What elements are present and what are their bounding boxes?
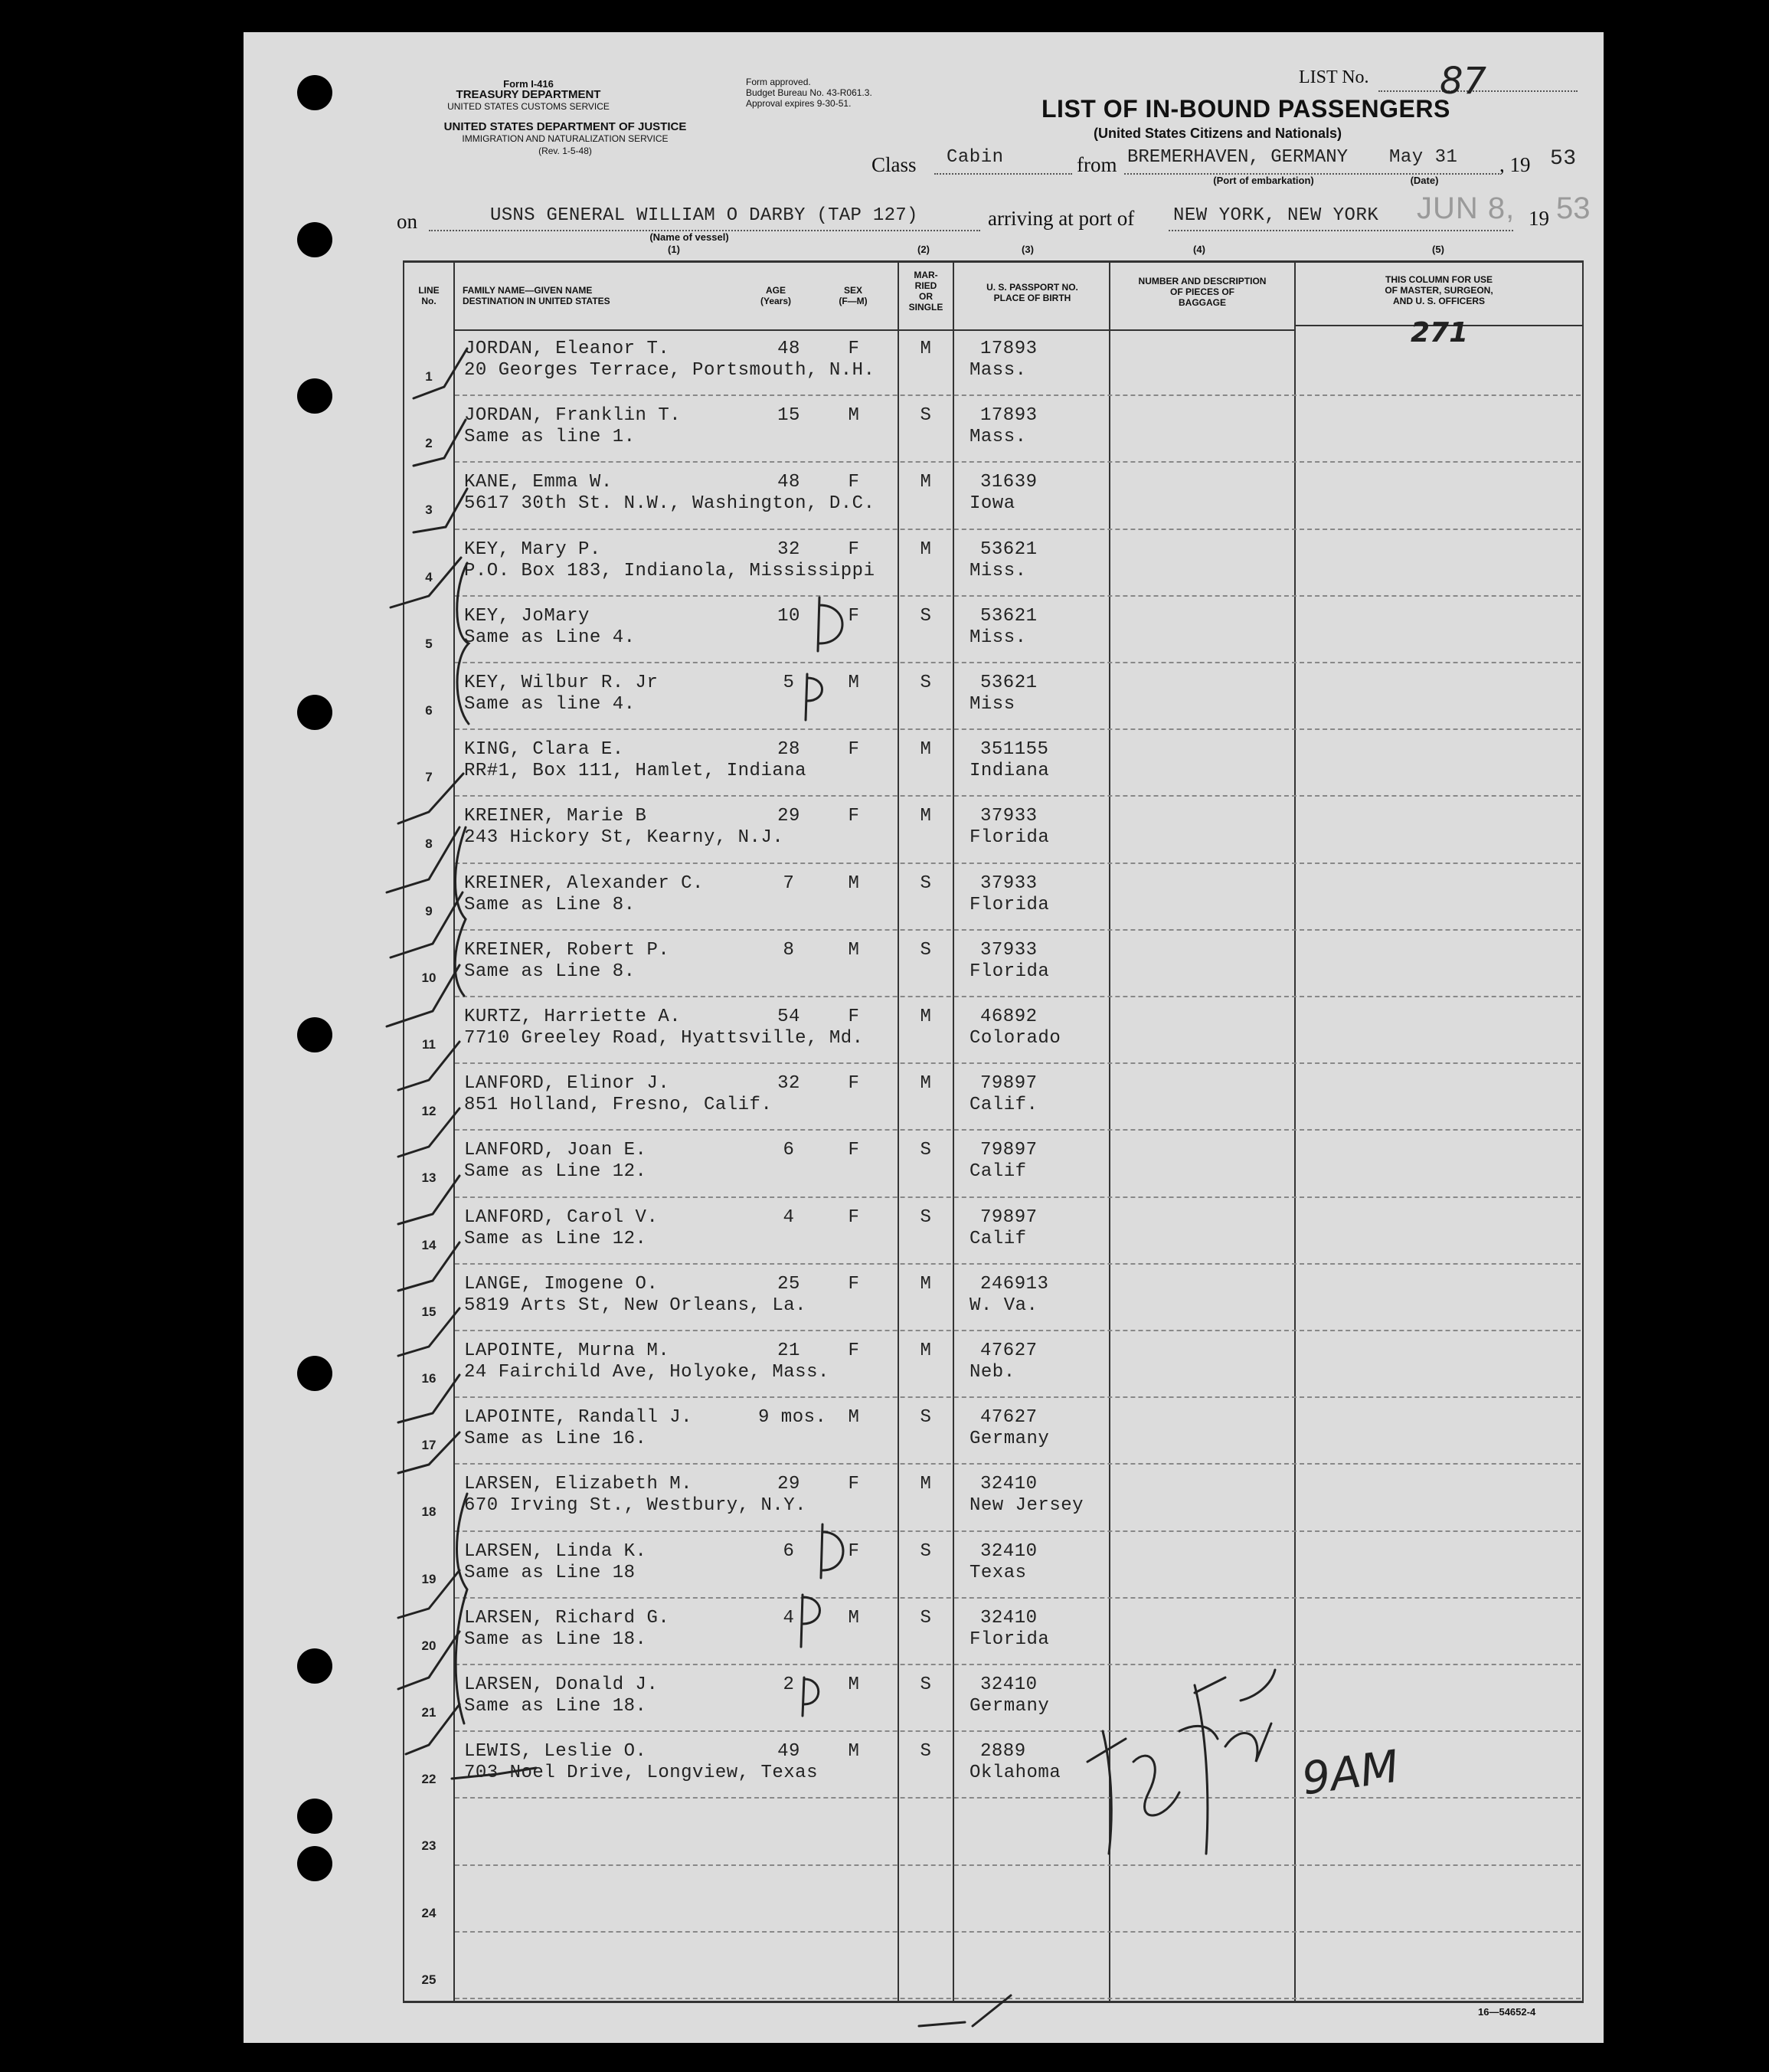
passenger-destination: Same as Line 4. [464, 627, 636, 648]
passenger-sex: F [848, 1474, 860, 1495]
approved: Form approved. [746, 77, 811, 87]
passenger-sex: F [848, 472, 860, 493]
passenger-sex: M [848, 1607, 860, 1628]
place-of-birth: W. Va. [970, 1295, 1038, 1316]
place-of-birth: Calif [970, 1161, 1027, 1183]
expires: Approval expires 9-30-51. [746, 98, 852, 109]
passport-number: 32410 [980, 1474, 1038, 1495]
passenger-name: LEWIS, Leslie O. [464, 1741, 647, 1763]
col-num-4: (4) [1193, 244, 1205, 255]
passenger-age: 6 [783, 1540, 795, 1562]
passenger-sex: F [848, 1007, 860, 1027]
passenger-destination: 703 Noel Drive, Longview, Texas [464, 1763, 818, 1784]
passenger-sex: F [848, 538, 860, 560]
rev: (Rev. 1-5-48) [538, 146, 592, 156]
place-of-birth: Germany [970, 1429, 1050, 1450]
passenger-sex: F [848, 1273, 860, 1295]
marital-status: M [920, 472, 932, 493]
ins: IMMIGRATION AND NATURALIZATION SERVICE [462, 133, 669, 144]
passport-number: 79897 [980, 1073, 1038, 1095]
line-number: 25 [421, 1972, 437, 1987]
justice: UNITED STATES DEPARTMENT OF JUSTICE [443, 120, 687, 133]
line-number: 7 [425, 770, 433, 785]
place-of-birth: Oklahoma [970, 1763, 1061, 1784]
place-of-birth: Mass. [970, 427, 1027, 448]
passenger-age: 8 [783, 939, 795, 961]
passenger-age: 5 [783, 673, 795, 693]
passenger-name: KANE, Emma W. [464, 472, 613, 493]
form-id: Form I-416 [503, 78, 554, 90]
passenger-sex: F [848, 806, 860, 827]
passenger-sex: M [848, 1741, 860, 1763]
marital-status: S [920, 405, 932, 427]
passenger-sex: F [848, 739, 860, 761]
passenger-sex: M [848, 673, 860, 693]
port-of-embarkation: BREMERHAVEN, GERMANY [1127, 147, 1349, 168]
passport-number: 79897 [980, 1140, 1038, 1161]
passenger-destination: 7710 Greeley Road, Hyattsville, Md. [464, 1028, 864, 1049]
passenger-age: 49 [777, 1741, 800, 1763]
vessel-caption: (Name of vessel) [649, 231, 729, 243]
passenger-sex: M [848, 1407, 860, 1429]
marital-status: M [920, 538, 932, 560]
page-mark [916, 2003, 949, 2034]
passport-number: 31639 [980, 472, 1038, 493]
passenger-destination: Same as Line 18. [464, 1628, 647, 1650]
marital-status: M [920, 1073, 932, 1095]
line-number: 17 [421, 1438, 437, 1453]
port-caption: (Port of embarkation) [1213, 175, 1314, 186]
marital-status: S [920, 1607, 932, 1628]
arrival-date-stamp: JUN 8, [1417, 191, 1516, 225]
passenger-age: 48 [777, 472, 800, 493]
line-number: 15 [421, 1304, 437, 1319]
col-header-married: MAR- RIED OR SINGLE [908, 270, 943, 313]
place-of-birth: Indiana [970, 761, 1050, 782]
passenger-sex: M [848, 872, 860, 894]
passenger-age: 21 [777, 1340, 800, 1361]
place-of-birth: Florida [970, 961, 1050, 982]
passenger-name: KURTZ, Harriette A. [464, 1007, 682, 1027]
place-of-birth: Calif [970, 1228, 1027, 1249]
passenger-age: 28 [777, 739, 800, 761]
passenger-destination: RR#1, Box 111, Hamlet, Indiana [464, 761, 807, 782]
place-of-birth: Miss [970, 694, 1015, 715]
passenger-age: 10 [777, 605, 800, 627]
place-of-birth: Iowa [970, 493, 1015, 515]
passenger-name: JORDAN, Franklin T. [464, 405, 682, 427]
passenger-age: 32 [777, 538, 800, 560]
passport-number: 32410 [980, 1607, 1038, 1628]
from-label: from [1077, 153, 1117, 176]
handwritten-annotation: 9AM [1298, 1740, 1402, 1805]
line-number: 11 [422, 1037, 436, 1052]
place-of-birth: Germany [970, 1696, 1050, 1717]
passenger-age: 32 [777, 1073, 800, 1095]
line-number: 21 [421, 1705, 437, 1720]
passenger-name: LAPOINTE, Randall J. [464, 1407, 693, 1429]
passenger-destination: 670 Irving St., Westbury, N.Y. [464, 1495, 807, 1517]
passport-number: 246913 [980, 1273, 1049, 1295]
officer-number: 271 [1411, 317, 1469, 349]
passport-number: 53621 [980, 605, 1038, 627]
col-num-2: (2) [917, 244, 930, 255]
passenger-age: 6 [783, 1140, 795, 1161]
marital-status: S [920, 1674, 932, 1695]
line-number: 5 [425, 636, 433, 651]
line-number: 22 [421, 1772, 437, 1787]
place-of-birth: New Jersey [970, 1495, 1084, 1517]
marital-status: M [920, 1340, 932, 1361]
marital-status: S [920, 673, 932, 693]
passenger-destination: 24 Fairchild Ave, Holyoke, Mass. [464, 1362, 829, 1383]
passenger-sex: M [848, 1674, 860, 1695]
customs: UNITED STATES CUSTOMS SERVICE [447, 101, 610, 112]
embarkation-year: 53 [1550, 147, 1577, 171]
passenger-name: KREINER, Alexander C. [464, 872, 704, 894]
col-header-name: FAMILY NAME—GIVEN NAME DESTINATION IN UNITED STATES [463, 285, 610, 306]
passenger-name: LANFORD, Elinor J. [464, 1073, 670, 1095]
marital-status: S [920, 1407, 932, 1429]
marital-status: M [920, 1474, 932, 1495]
passenger-name: LARSEN, Donald J. [464, 1674, 659, 1695]
line-number: 1 [425, 369, 433, 384]
passenger-name: LAPOINTE, Murna M. [464, 1340, 670, 1361]
line-number: 16 [421, 1371, 437, 1386]
list-no: 87 [1440, 60, 1487, 103]
passenger-destination: 5617 30th St. N.W., Washington, D.C. [464, 493, 875, 515]
place-of-birth: Neb. [970, 1362, 1015, 1383]
passenger-name: JORDAN, Eleanor T. [464, 339, 670, 359]
passenger-age: 54 [777, 1007, 800, 1027]
passenger-age: 4 [783, 1607, 795, 1628]
passenger-age: 2 [783, 1674, 795, 1695]
passenger-sex: F [848, 1140, 860, 1161]
place-of-birth: Calif. [970, 1095, 1038, 1116]
line-number: 3 [425, 502, 433, 518]
class-value: Cabin [947, 147, 1004, 168]
marital-status: S [920, 872, 932, 894]
line-number: 4 [425, 569, 433, 584]
place-of-birth: Miss. [970, 560, 1027, 581]
marital-status: S [920, 1140, 932, 1161]
marital-status: S [920, 1540, 932, 1562]
passenger-destination: 243 Hickory St, Kearny, N.J. [464, 827, 784, 849]
budget: Budget Bureau No. 43-R061.3. [746, 87, 872, 98]
passenger-age: 7 [783, 872, 795, 894]
col-header-passport: U. S. PASSPORT NO. PLACE OF BIRTH [986, 282, 1078, 303]
passenger-destination: 851 Holland, Fresno, Calif. [464, 1095, 773, 1116]
passenger-name: LARSEN, Elizabeth M. [464, 1474, 693, 1495]
passenger-destination: Same as Line 8. [464, 961, 636, 982]
marital-status: S [920, 1206, 932, 1228]
line-number: 24 [421, 1905, 437, 1920]
marital-status: S [920, 1741, 932, 1763]
page-subtitle: (United States Citizens and Nationals) [1093, 126, 1342, 141]
line-number: 8 [425, 836, 433, 852]
passport-number: 37933 [980, 939, 1038, 961]
passenger-age: 29 [777, 806, 800, 827]
vessel-name: USNS GENERAL WILLIAM O DARBY (TAP 127) [490, 205, 918, 226]
col-header-officers: THIS COLUMN FOR USE OF MASTER, SURGEON, AND U. S. OFFICERS [1385, 274, 1493, 306]
passenger-name: LANFORD, Carol V. [464, 1206, 659, 1228]
page-title: LIST OF IN-BOUND PASSENGERS [1041, 95, 1450, 123]
place-of-birth: Mass. [970, 360, 1027, 381]
date-caption: (Date) [1410, 175, 1439, 186]
arrival-year-prefix: 19 [1529, 207, 1549, 230]
col-header-line: LINE No. [418, 285, 440, 306]
passenger-destination: Same as Line 12. [464, 1228, 647, 1249]
passenger-destination: Same as Line 12. [464, 1161, 647, 1183]
passport-number: 37933 [980, 806, 1038, 827]
col-header-age: AGE (Years) [760, 285, 792, 306]
passport-number: 79897 [980, 1206, 1038, 1228]
passenger-sex: F [848, 1540, 860, 1562]
marital-status: M [920, 339, 932, 359]
passenger-sex: F [848, 605, 860, 627]
col-num-5: (5) [1432, 244, 1444, 255]
passenger-destination: Same as line 4. [464, 694, 636, 715]
passenger-destination: Same as Line 16. [464, 1429, 647, 1450]
arrival-port: NEW YORK, NEW YORK [1173, 205, 1379, 226]
line-number: 23 [421, 1838, 437, 1854]
on-label: on [397, 210, 417, 233]
passenger-destination: P.O. Box 183, Indianola, Mississippi [464, 560, 875, 581]
passenger-name: LARSEN, Richard G. [464, 1607, 670, 1628]
passport-number: 351155 [980, 739, 1049, 761]
passenger-sex: F [848, 1340, 860, 1361]
passenger-name: LANGE, Imogene O. [464, 1273, 659, 1295]
embarkation-date: May 31 [1389, 147, 1458, 168]
line-number: 2 [425, 436, 433, 451]
dept: TREASURY DEPARTMENT [456, 88, 601, 101]
passport-number: 53621 [980, 538, 1038, 560]
place-of-birth: Florida [970, 1628, 1050, 1650]
line-number: 12 [421, 1104, 437, 1119]
marital-status: M [920, 1273, 932, 1295]
passport-number: 32410 [980, 1674, 1038, 1695]
marital-status: S [920, 939, 932, 961]
passenger-name: KING, Clara E. [464, 739, 624, 761]
passenger-age: 4 [783, 1206, 795, 1228]
line-number: 14 [421, 1237, 437, 1252]
passenger-sex: F [848, 339, 860, 359]
col-header-baggage: NUMBER AND DESCRIPTION OF PIECES OF BAGGAGE [1138, 276, 1267, 308]
passenger-name: KEY, Mary P. [464, 538, 601, 560]
marital-status: S [920, 605, 932, 627]
passenger-destination: 5819 Arts St, New Orleans, La. [464, 1295, 807, 1316]
passenger-age: 29 [777, 1474, 800, 1495]
line-number: 13 [421, 1170, 437, 1186]
passenger-name: KREINER, Robert P. [464, 939, 670, 961]
class-label: Class [871, 153, 917, 176]
passenger-destination: Same as Line 18 [464, 1562, 636, 1583]
passenger-sex: M [848, 939, 860, 961]
line-number: 18 [421, 1504, 437, 1520]
col-header-sex: SEX (F—M) [839, 285, 868, 306]
place-of-birth: Florida [970, 827, 1050, 849]
place-of-birth: Colorado [970, 1028, 1061, 1049]
place-of-birth: Texas [970, 1562, 1027, 1583]
passport-number: 37933 [980, 872, 1038, 894]
arrival-year: 53 [1556, 191, 1591, 225]
col-num-1: (1) [668, 244, 680, 255]
footer-code: 16—54652-4 [1478, 2006, 1536, 2018]
passenger-name: KEY, JoMary [464, 605, 590, 627]
passenger-sex: F [848, 1073, 860, 1095]
passport-number: 53621 [980, 673, 1038, 693]
col-num-3: (3) [1022, 244, 1034, 255]
line-number: 19 [421, 1571, 437, 1586]
passenger-age: 15 [777, 405, 800, 427]
place-of-birth: Miss. [970, 627, 1027, 648]
passport-number: 46892 [980, 1007, 1038, 1027]
line-number: 9 [425, 903, 433, 918]
passenger-sex: M [848, 405, 860, 427]
list-no-label: LIST No. [1299, 67, 1369, 87]
passenger-name: KREINER, Marie B [464, 806, 647, 827]
marital-status: M [920, 1007, 932, 1027]
line-number: 6 [425, 703, 433, 718]
passenger-age: 25 [777, 1273, 800, 1295]
place-of-birth: Florida [970, 894, 1050, 915]
passport-number: 17893 [980, 339, 1038, 359]
line-number: 20 [421, 1638, 437, 1653]
passport-number: 32410 [980, 1540, 1038, 1562]
marital-status: M [920, 739, 932, 761]
line-number: 10 [421, 970, 437, 985]
arriving-label: arriving at port of [988, 207, 1135, 230]
passport-number: 47627 [980, 1340, 1038, 1361]
year-prefix: , 19 [1499, 153, 1531, 176]
passenger-name: LARSEN, Linda K. [464, 1540, 647, 1562]
passenger-age: 9 mos. [758, 1407, 827, 1429]
passenger-name: KEY, Wilbur R. Jr [464, 673, 659, 693]
passenger-destination: Same as Line 8. [464, 894, 636, 915]
passport-number: 2889 [980, 1741, 1026, 1763]
passenger-destination: Same as line 1. [464, 427, 636, 448]
passenger-destination: Same as Line 18. [464, 1696, 647, 1717]
passport-number: 17893 [980, 405, 1038, 427]
marital-status: M [920, 806, 932, 827]
passenger-age: 48 [777, 339, 800, 359]
passenger-name: LANFORD, Joan E. [464, 1140, 647, 1161]
passport-number: 47627 [980, 1407, 1038, 1429]
passenger-destination: 20 Georges Terrace, Portsmouth, N.H. [464, 360, 875, 381]
passenger-sex: F [848, 1206, 860, 1228]
